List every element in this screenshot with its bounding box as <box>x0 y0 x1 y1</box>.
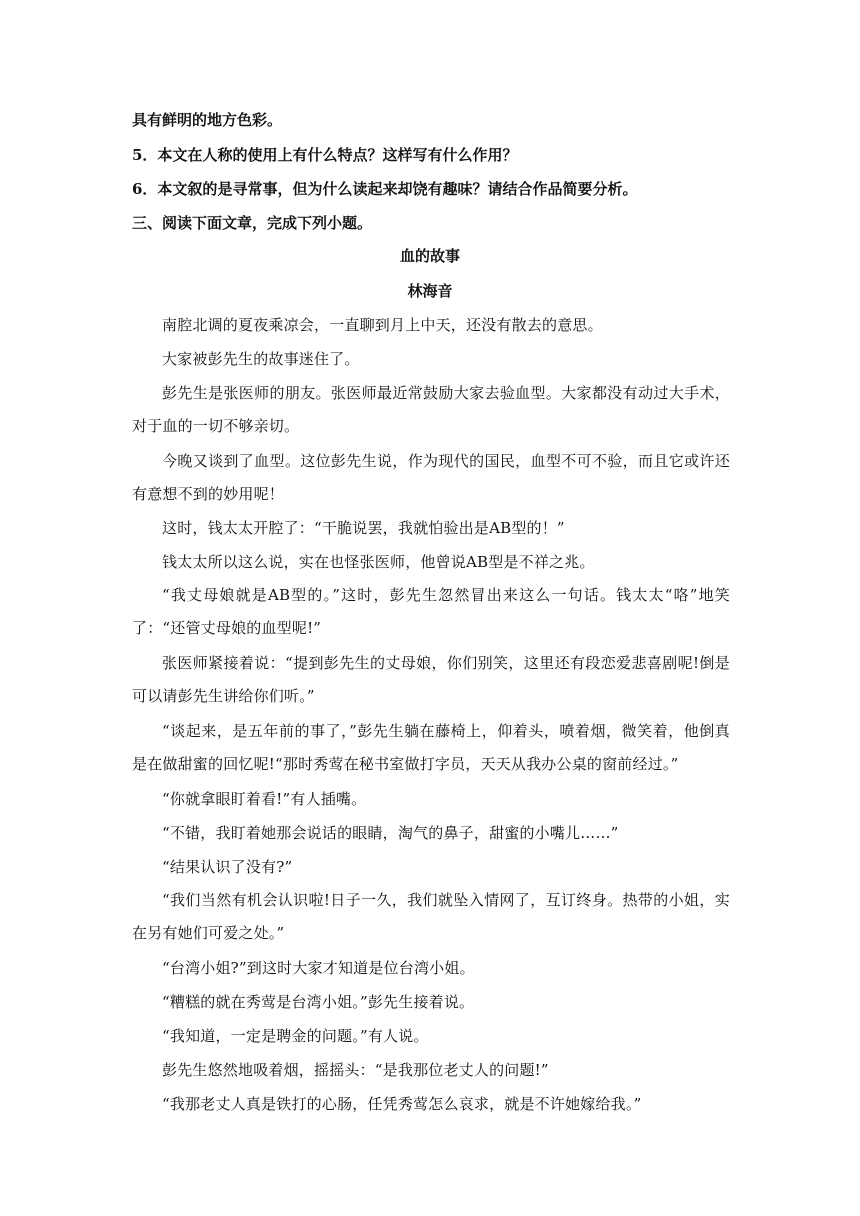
paragraph: 钱太太所以这么说，实在也怪张医师，他曾说AB型是不祥之兆。 <box>162 553 595 571</box>
paragraph: “谈起来，是五年前的事了，”彭先生躺在藤椅上，仰着头，喷着烟，微笑着，他倒真是在做甜蜜的回忆呢!“那时秀莺在秘书室做打字员，天天从我办公桌的窗前经过。” <box>132 722 730 773</box>
text-line-continuation: 具有鲜明的地方色彩。 <box>132 111 283 129</box>
paragraph: 张医师紧接着说：“提到彭先生的丈母娘，你们别笑，这里还有段恋爱悲喜剧呢!倒是可以请彭先生讲给你们听。” <box>132 654 730 705</box>
paragraph: 彭先生悠然地吸着烟，摇摇头：“是我那位老丈人的问题!” <box>162 1061 549 1079</box>
paragraph: 南腔北调的夏夜乘凉会，一直聊到月上中天，还没有散去的意思。 <box>162 316 603 334</box>
paragraph: 大家被彭先生的故事迷住了。 <box>162 350 360 368</box>
paragraph: “你就拿眼盯着看!”有人插嘴。 <box>162 790 367 808</box>
paragraph: “不错，我盯着她那会说话的眼睛，淘气的鼻子，甜蜜的小嘴儿……” <box>162 824 619 842</box>
paragraph: 今晚又谈到了血型。这位彭先生说，作为现代的国民，血型不可不验，而且它或许还有意想不到的妙用呢！ <box>132 452 730 503</box>
paragraph: “我们当然有机会认识啦!日子一久，我们就坠入情网了，互订终身。热带的小姐，实在另有她们可爱之处。” <box>132 891 730 942</box>
paragraph: “我知道，一定是聘金的问题。”有人说。 <box>162 1027 429 1045</box>
paragraph: 这时，钱太太开腔了：“干脆说罢，我就怕验出是AB型的！” <box>162 519 565 537</box>
paragraph: “糟糕的就在秀莺是台湾小姐。”彭先生接着说。 <box>162 993 475 1011</box>
section-3-heading: 三、阅读下面文章，完成下列小题。 <box>132 214 373 232</box>
question-5: 5．本文在人称的使用上有什么特点？这样写有什么作用？ <box>132 146 518 164</box>
paragraph: “结果认识了没有?” <box>162 858 293 876</box>
paragraph: 彭先生是张医师的朋友。张医师最近常鼓励大家去验血型。大家都没有动过大手术，对于血的一切不够亲切。 <box>132 384 730 435</box>
question-6: 6．本文叙的是寻常事，但为什么读起来却饶有趣味？请结合作品简要分析。 <box>132 180 638 198</box>
paragraph: “我那老丈人真是铁打的心肠，任凭秀莺怎么哀求，就是不许她嫁给我。” <box>162 1095 642 1113</box>
article-author: 林海音 <box>407 282 453 300</box>
paragraph: “台湾小姐?”到这时大家才知道是位台湾小姐。 <box>162 959 475 977</box>
paragraph: “我丈母娘就是AB型的。”这时，彭先生忽然冒出来这么一句话。钱太太“咯”地笑了：“还管丈母娘的血型呢!” <box>132 586 730 637</box>
article-title: 血的故事 <box>399 247 460 265</box>
